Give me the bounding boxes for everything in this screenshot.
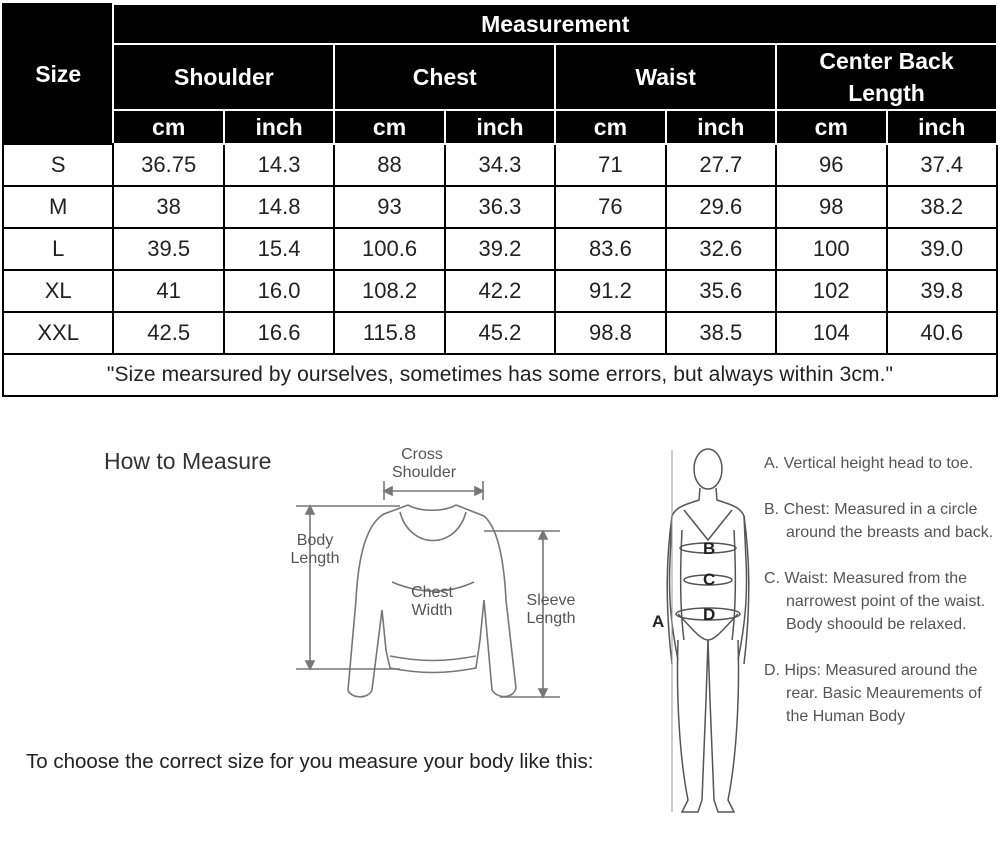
size-cell: S — [3, 144, 113, 186]
value-cell: 100.6 — [334, 228, 444, 270]
table-row — [3, 312, 997, 354]
value-cell: 39.0 — [887, 228, 998, 270]
value-cell: 39.5 — [113, 228, 223, 270]
unit-header: inch — [887, 110, 998, 144]
unit-header: cm — [776, 110, 886, 144]
how-to-measure-title: How to Measure — [104, 448, 272, 474]
value-cell: 27.7 — [666, 144, 776, 186]
value-cell: 39.8 — [887, 270, 998, 312]
size-chart-table — [2, 3, 998, 397]
value-cell: 100 — [776, 228, 886, 270]
value-cell: 45.2 — [445, 312, 555, 354]
measurement-note: "Size mearsured by ourselves, sometimes has some errors, but always within 3cm." — [3, 354, 997, 396]
legend-item-b: B. Chest: Measured in a circle around the breasts and back. — [764, 501, 994, 541]
letter-c-label: C — [703, 570, 716, 589]
value-cell: 38.5 — [666, 312, 776, 354]
group-header-chest: Chest — [334, 44, 555, 110]
value-cell: 16.6 — [224, 312, 334, 354]
unit-header: cm — [555, 110, 665, 144]
body-length-label: Body Length — [290, 532, 340, 567]
legend-item-a: A. Vertical height head to toe. — [764, 455, 974, 472]
value-cell: 36.75 — [113, 144, 223, 186]
value-cell: 14.3 — [224, 144, 334, 186]
value-cell: 34.3 — [445, 144, 555, 186]
value-cell: 88 — [334, 144, 444, 186]
letter-a-label: A — [652, 612, 665, 631]
unit-header: inch — [224, 110, 334, 144]
size-cell: XL — [3, 270, 113, 312]
value-cell: 96 — [776, 144, 886, 186]
value-cell: 16.0 — [224, 270, 334, 312]
group-header-waist: Waist — [555, 44, 776, 110]
value-cell: 104 — [776, 312, 886, 354]
unit-header: inch — [445, 110, 555, 144]
group-header-center-back-length: Center Back Length — [776, 44, 997, 110]
value-cell: 98 — [776, 186, 886, 228]
value-cell: 98.8 — [555, 312, 665, 354]
cross-shoulder-label: Cross Shoulder — [392, 446, 457, 481]
unit-header: cm — [113, 110, 223, 144]
value-cell: 38 — [113, 186, 223, 228]
value-cell: 76 — [555, 186, 665, 228]
value-cell: 35.6 — [666, 270, 776, 312]
chest-width-label: Chest Width — [411, 584, 453, 619]
value-cell: 38.2 — [887, 186, 998, 228]
table-row — [3, 144, 997, 186]
value-cell: 37.4 — [887, 144, 998, 186]
table-row — [3, 228, 997, 270]
sleeve-length-label: Sleeve Length — [526, 592, 576, 627]
unit-header: inch — [666, 110, 776, 144]
value-cell: 15.4 — [224, 228, 334, 270]
value-cell: 108.2 — [334, 270, 444, 312]
value-cell: 36.3 — [445, 186, 555, 228]
value-cell: 14.8 — [224, 186, 334, 228]
value-cell: 115.8 — [334, 312, 444, 354]
note-row — [3, 354, 997, 396]
group-header-shoulder: Shoulder — [113, 44, 334, 110]
value-cell: 42.5 — [113, 312, 223, 354]
value-cell: 32.6 — [666, 228, 776, 270]
value-cell: 102 — [776, 270, 886, 312]
value-cell: 93 — [334, 186, 444, 228]
legend-item-d: D. Hips: Measured around the rear. Basic Meaurements of the Human Body — [764, 662, 982, 725]
value-cell: 40.6 — [887, 312, 998, 354]
letter-d-label: D — [703, 605, 716, 624]
value-cell: 42.2 — [445, 270, 555, 312]
measurement-header: Measurement — [113, 4, 997, 44]
measurement-legend — [764, 452, 994, 728]
value-cell: 71 — [555, 144, 665, 186]
value-cell: 91.2 — [555, 270, 665, 312]
value-cell: 41 — [113, 270, 223, 312]
value-cell: 39.2 — [445, 228, 555, 270]
unit-header: cm — [334, 110, 444, 144]
measure-instruction: To choose the correct size for you measure your body like this: — [26, 750, 594, 773]
table-row — [3, 270, 997, 312]
legend-item-c: C. Waist: Measured from the narrowest point of the waist. Body shoould be relaxed. — [764, 570, 986, 633]
letter-b-label: B — [703, 539, 716, 558]
size-cell: M — [3, 186, 113, 228]
size-cell: XXL — [3, 312, 113, 354]
table-row — [3, 186, 997, 228]
value-cell: 29.6 — [666, 186, 776, 228]
size-cell: L — [3, 228, 113, 270]
value-cell: 83.6 — [555, 228, 665, 270]
size-header: Size — [3, 4, 113, 144]
